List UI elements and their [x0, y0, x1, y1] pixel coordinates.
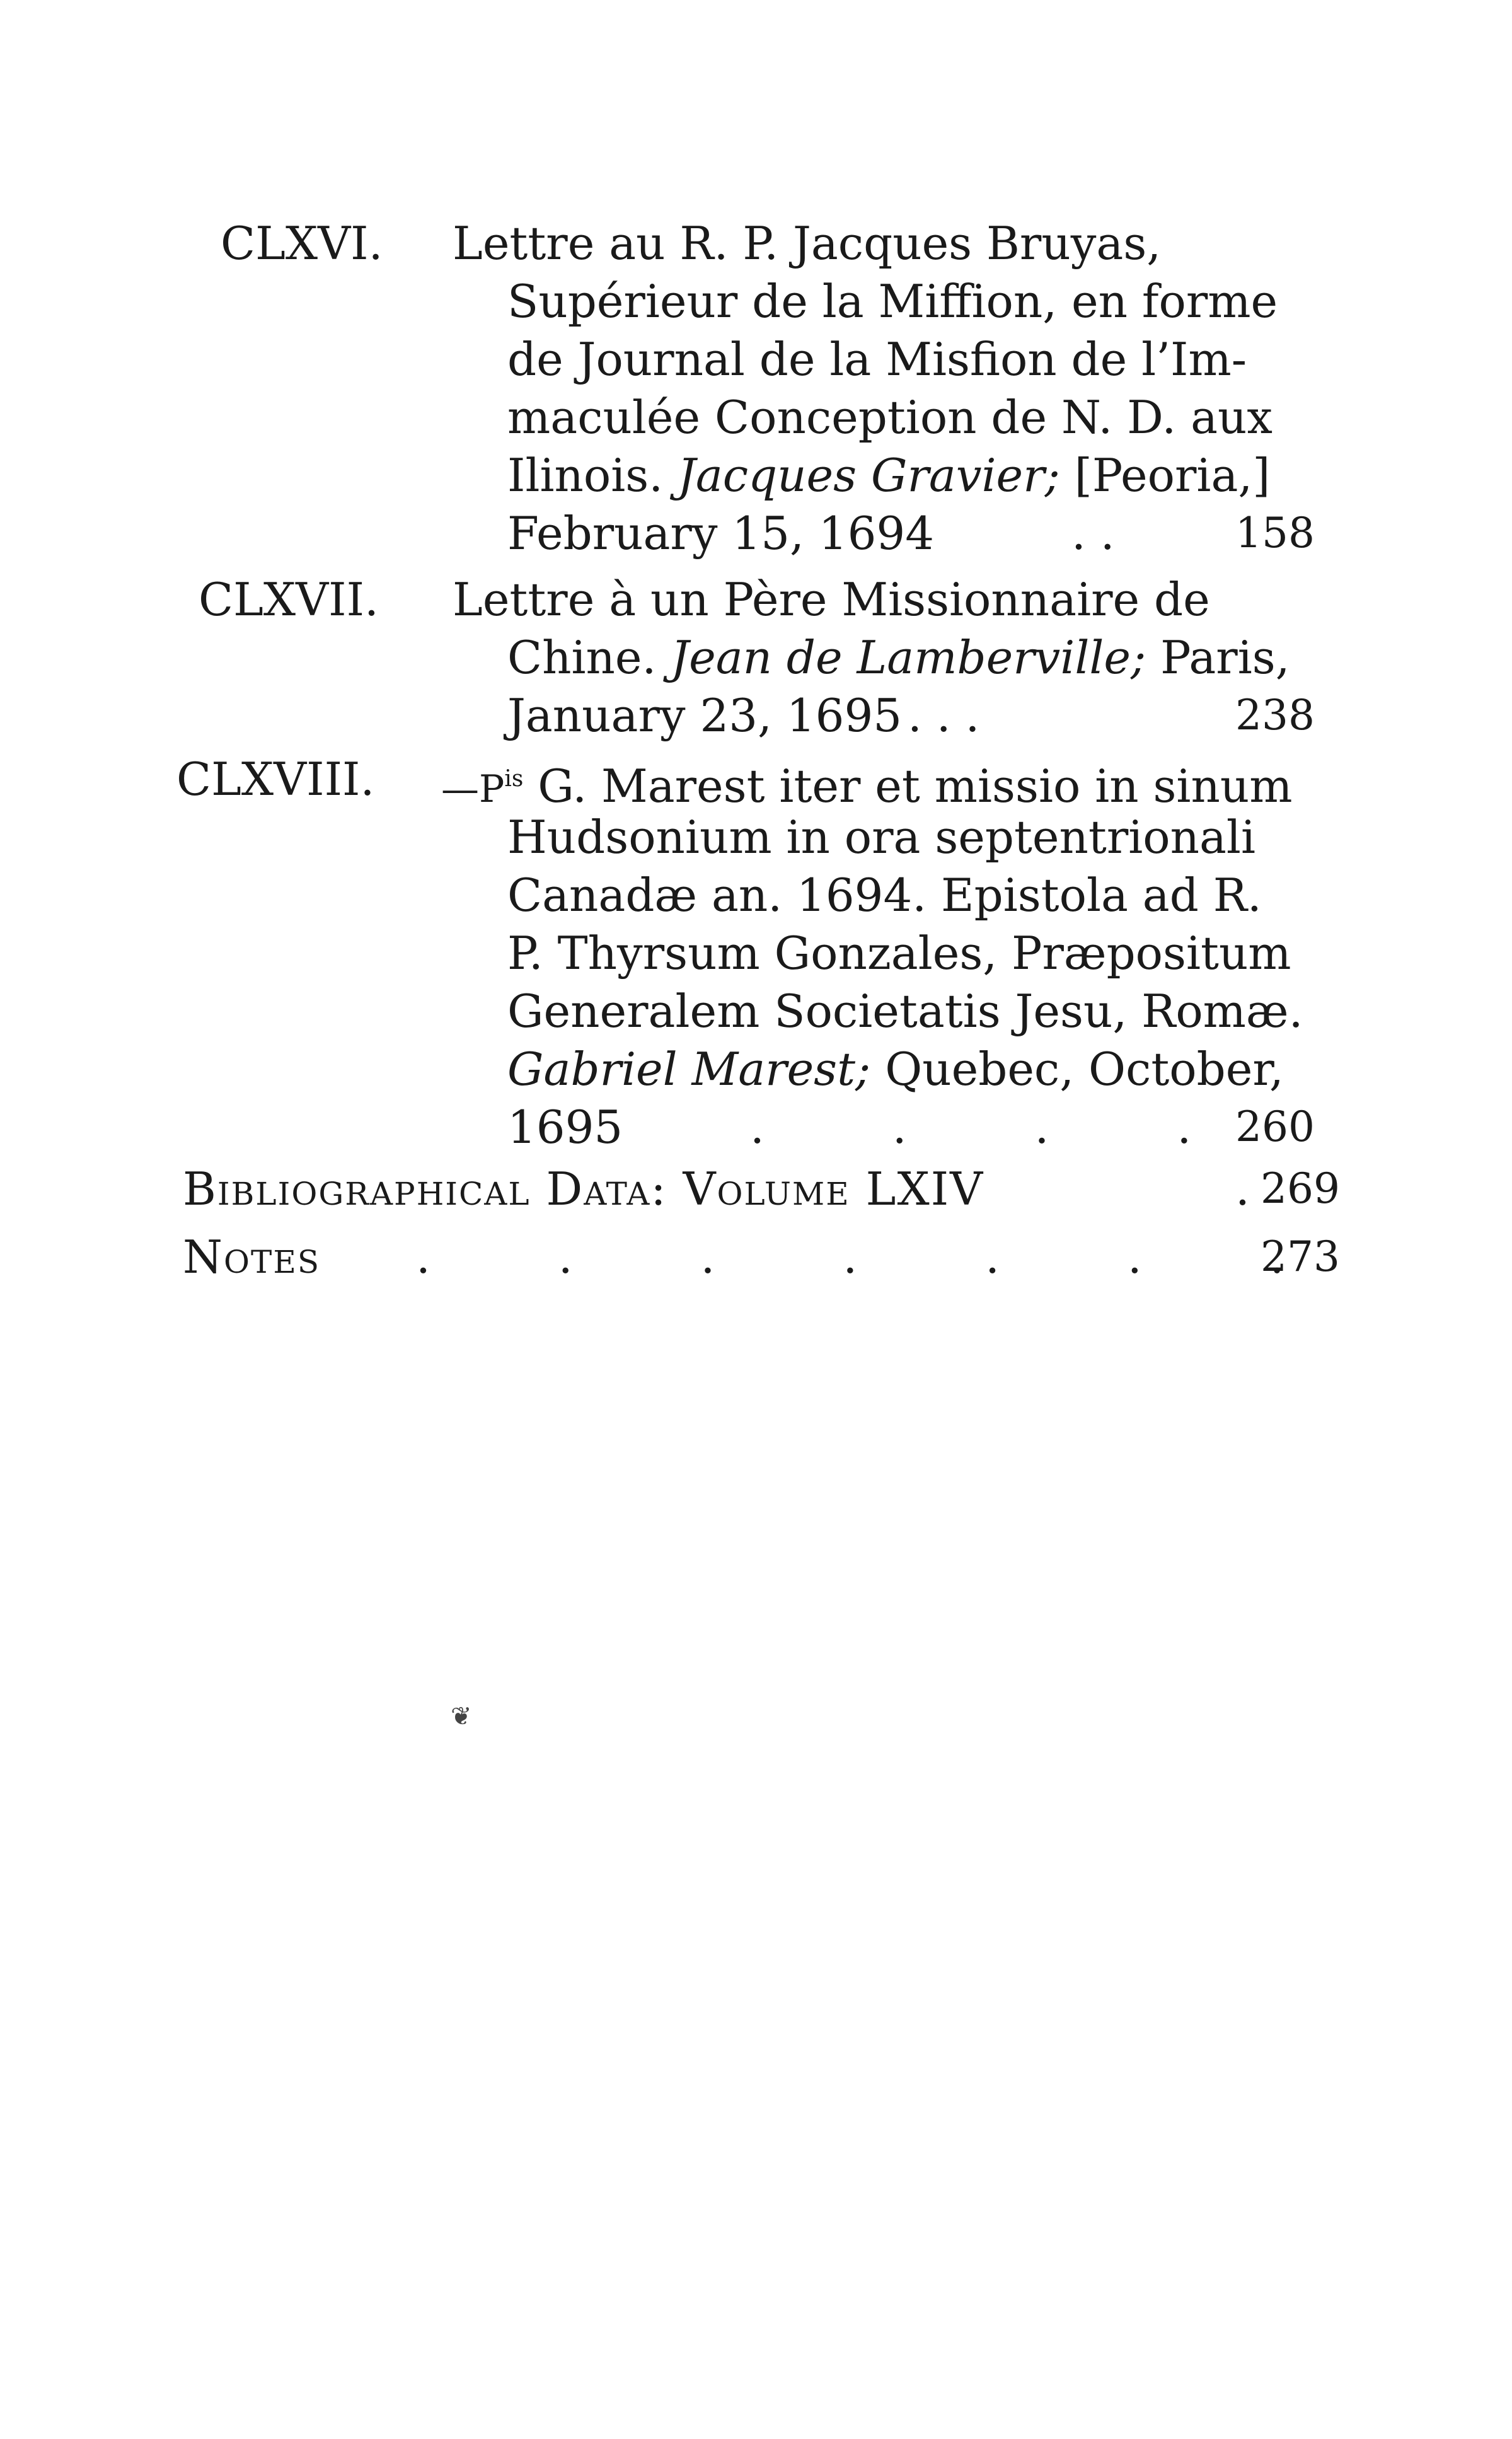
- entry-number: CLXVIII.: [176, 753, 375, 806]
- entry-prefix-superscript: is: [504, 766, 524, 792]
- entry-number: CLXVII.: [199, 573, 379, 626]
- entry-author: Jacques Gravier;: [677, 449, 1060, 502]
- page-number: 273: [1261, 1232, 1340, 1281]
- entry-title-line: [507, 446, 1270, 504]
- entry-place: Paris,: [1160, 631, 1290, 684]
- dot-leader: . .: [1071, 507, 1115, 560]
- entry-date: 1695: [507, 1101, 623, 1154]
- page-number: 158: [1235, 509, 1315, 557]
- entry-author: Gabriel Marest;: [507, 1043, 871, 1096]
- entry-date: January 23, 1695: [507, 689, 903, 742]
- entry-title-line: [507, 1040, 1284, 1098]
- entry-title-line: Supérieur de la Miffion, en forme: [507, 275, 1278, 328]
- entry-title-line: Canadæ an. 1694. Epistola ad R.: [507, 869, 1262, 922]
- entry-title-line: Hudsonium in ora septentrionali: [507, 811, 1255, 864]
- entry-prefix: —P: [441, 767, 505, 811]
- entry-place: [Peoria,]: [1074, 449, 1271, 502]
- entry-title-line: Generalem Societatis Jesu, Romæ.: [507, 985, 1303, 1038]
- entry-title-fragment: G. Marest iter et missio in sinum: [538, 760, 1293, 813]
- entry-title-line: de Journal de la Misfion de l’Im-: [507, 333, 1247, 386]
- entry-title-fragment: Chine.: [507, 631, 657, 684]
- notes-heading: Notes: [183, 1231, 321, 1283]
- entry-title-line: P. Thyrsum Gonzales, Præpositum: [507, 927, 1291, 980]
- entry-title-line: maculée Conception de N. D. aux: [507, 391, 1273, 444]
- fleuron-icon: ❦: [451, 1702, 472, 1731]
- dot-leader: . . . . . . .: [416, 1231, 1284, 1283]
- dot-leader: .: [1235, 1162, 1250, 1215]
- page-number: 260: [1235, 1103, 1315, 1151]
- entry-date: February 15, 1694: [507, 507, 935, 560]
- entry-title-line: [507, 629, 1290, 687]
- entry-title-fragment: Ilinois.: [507, 449, 664, 502]
- dot-leader: . . .: [908, 689, 980, 742]
- page-number: 269: [1261, 1164, 1340, 1213]
- entry-title-line: Lettre au R. P. Jacques Bruyas,: [453, 217, 1162, 270]
- entry-number: CLXVI.: [221, 217, 383, 270]
- dot-leader: . . . .: [750, 1101, 1192, 1154]
- bibliographical-data-heading: Bibliographical Data: Volume LXIV: [183, 1162, 984, 1215]
- entry-author: Jean de Lamberville;: [671, 631, 1146, 684]
- entry-title-line: Lettre à un Père Missionnaire de: [453, 573, 1210, 626]
- page-number: 238: [1235, 691, 1315, 739]
- entry-place: Quebec, October,: [885, 1043, 1284, 1096]
